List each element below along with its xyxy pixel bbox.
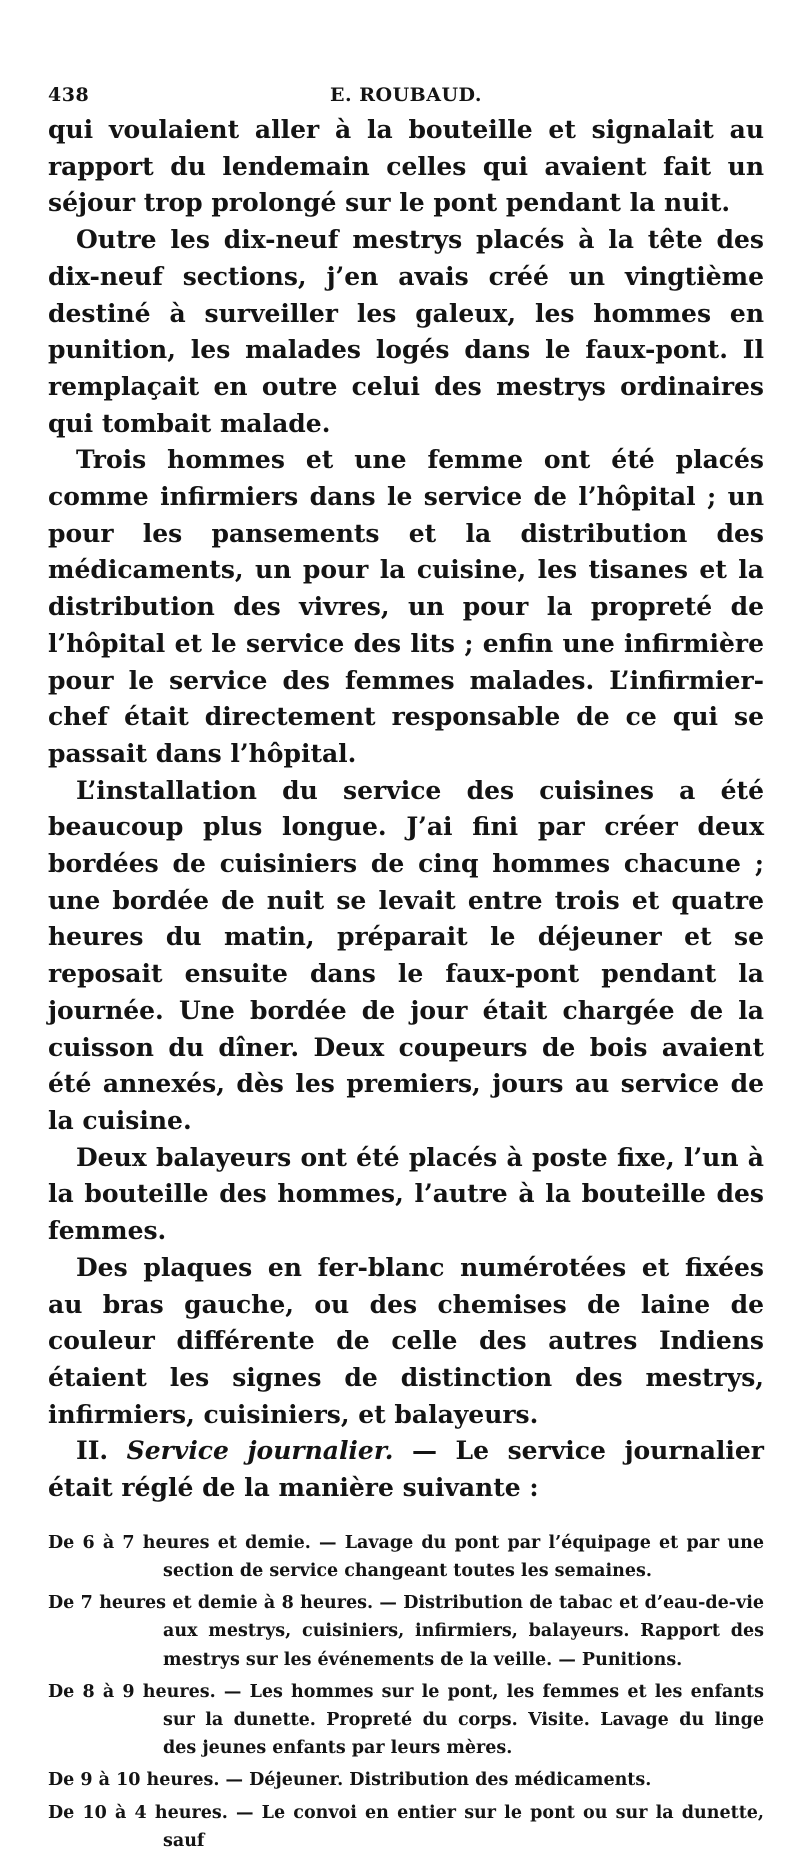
running-head-author: E. ROUBAUD. [330, 84, 482, 106]
schedule-entry [48, 1529, 764, 1585]
paragraph: L’installation du service des cuisines a été beaucoup plus longue. J’ai fini par créer deux bordées de cuisiniers de cinq hommes chacune ; une bordée de nuit se levait entre trois et quatre heures du matin, préparait le déjeuner et se reposait ensuite dans le faux-pont pendant la journée. Une bordée de jour était chargée de la cuisson du dîner. Deux coupeurs de bois avaient été annexés, dès les premiers, jours au service de la cuisine. [48, 775, 764, 1135]
paragraph-continued: qui voulaient aller à la bouteille et signalait au rapport du lendemain celles qui avaient fait un séjour trop prolongé sur le pont pendant la nuit. [48, 115, 764, 218]
schedule-time: De 10 à 4 heures. [48, 1802, 228, 1823]
schedule-text: — Lavage du pont par l’équipage et par une section de service changeant toutes les semaines. [163, 1532, 765, 1581]
schedule-entry [48, 1589, 764, 1674]
paragraph: Outre les dix-neuf mestrys placés à la tête des dix-neuf sections, j’en avais créé un vingtième destiné à surveiller les galeux, les hommes en punition, les malades logés dans le faux-pont. Il remplaçait en outre celui des mestrys ordinaires qui tombait malade. [48, 225, 764, 438]
schedule-time: De 9 à 10 heures. [48, 1770, 220, 1791]
schedule-entry [48, 1799, 764, 1855]
schedule-text: — Les hommes sur le pont, les femmes et les enfants sur la dunette. Propreté du corps. Visite. Lavage du linge des jeunes enfants par leurs mères. [163, 1681, 764, 1759]
section-title: Service journalier. [126, 1436, 394, 1466]
schedule-text: — Le convoi en entier sur le pont ou sur la dunette, sauf [163, 1802, 764, 1851]
running-head [48, 82, 764, 112]
body-text [48, 112, 764, 1507]
schedule-time: De 6 à 7 heures et demie. [48, 1532, 311, 1553]
section-number: II. [76, 1436, 109, 1466]
schedule-time: De 8 à 9 heures. [48, 1681, 216, 1702]
paragraph: Trois hommes et une femme ont été placés comme infirmiers dans le service de l’hôpital ; un pour les pansements et la distribution des médicaments, un pour la cuisine, les tisanes et la distribution des vivres, un pour la propreté de l’hôpital et le service des lits ; enfin une infirmière pour le service des femmes malades. L’infirmier-chef était directement responsable de ce qui se passait dans l’hôpital. [48, 445, 764, 768]
paragraph: Des plaques en fer-blanc numérotées et fixées au bras gauche, ou des chemises de laine de couleur différente de celle des autres Indiens étaient les signes de distinction des mestrys, infirmiers, cuisiniers, et balayeurs. [48, 1252, 764, 1429]
daily-schedule [48, 1529, 764, 1855]
schedule-text: — Distribution de tabac et d’eau-de-vie aux mestrys, cuisiniers, infirmiers, balayeurs. Rapport des mestrys sur les événements de la veille. — Punitions. [163, 1593, 765, 1670]
section-heading-paragraph [48, 1433, 764, 1506]
schedule-entry [48, 1678, 764, 1763]
schedule-time: De 7 heures et demie à 8 heures. [48, 1593, 374, 1614]
schedule-entry [48, 1766, 764, 1794]
section-intro: — Le service journalier était réglé de la manière suivante : [48, 1436, 764, 1503]
page-number: 438 [48, 84, 90, 106]
paragraph: Deux balayeurs ont été placés à poste fixe, l’un à la bouteille des hommes, l’autre à la bouteille des femmes. [48, 1142, 764, 1246]
schedule-text: — Déjeuner. Distribution des médicaments. [225, 1770, 652, 1791]
